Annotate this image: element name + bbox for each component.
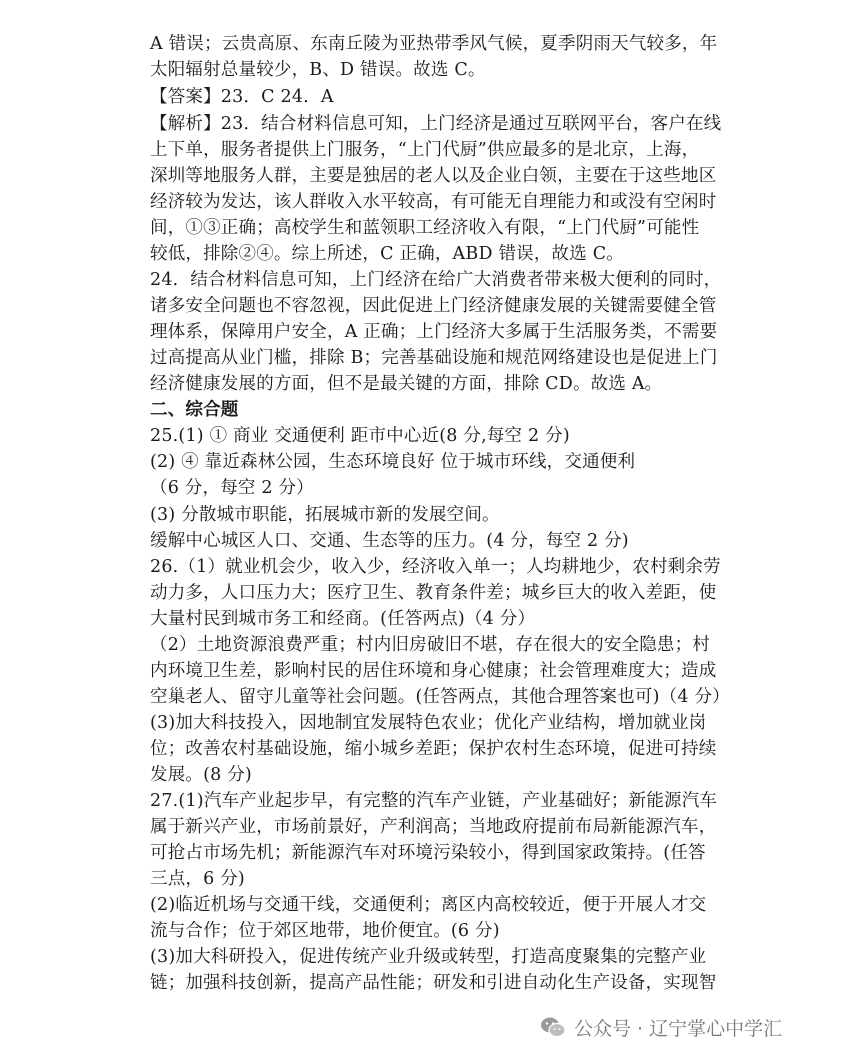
text-line: 空巢老人、留守儿童等社会问题。(任答两点，其他合理答案也可)（4 分） xyxy=(150,687,730,707)
text-line: （2）土地资源浪费严重；村内旧房破旧不堪，存在很大的安全隐患；村 xyxy=(150,635,711,655)
text-line: 三点，6 分) xyxy=(150,869,245,889)
text-line: 链；加强科技创新，提高产品性能；研发和引进自动化生产设备，实现智 xyxy=(150,973,717,993)
text-line: 发展。(8 分) xyxy=(150,765,252,785)
text-line: 较低，排除②④。综上所述，C 正确，ABD 错误，故选 C。 xyxy=(150,244,624,264)
text-line: 诸多安全问题也不容忽视，因此促进上门经济健康发展的关键需要健全管 xyxy=(150,296,717,316)
text-line: 可抢占市场先机；新能源汽车对环境污染较小，得到国家政策持。(任答 xyxy=(150,843,706,863)
text-line: 【解析】23．结合材料信息可知，上门经济是通过互联网平台，客户在线 xyxy=(150,114,722,134)
text-line: A 错误；云贵高原、东南丘陵为亚热带季风气候，夏季阴雨天气较多，年 xyxy=(150,34,718,54)
text-line: 位；改善农村基础设施，缩小城乡差距；保护农村生态环境，促进可持续 xyxy=(150,739,717,759)
text-line: 理体系，保障用户安全，A 正确；上门经济大多属于生活服务类，不需要 xyxy=(150,322,718,342)
text-line: （6 分，每空 2 分） xyxy=(150,478,314,498)
text-line: 缓解中心城区人口、交通、生态等的压力。(4 分，每空 2 分) xyxy=(150,531,629,551)
text-line: (3)加大科研投入，促进传统产业升级或转型，打造高度聚集的完整产业 xyxy=(150,947,707,967)
watermark-text: 公众号 · 辽宁掌心中学汇 xyxy=(574,1017,783,1040)
text-line: 上下单，服务者提供上门服务，“上门代厨”供应最多的是北京，上海， xyxy=(150,140,700,160)
watermark xyxy=(540,1010,782,1044)
text-line: 间，①③正确；高校学生和蓝领职工经济收入有限，“上门代厨”可能性 xyxy=(150,218,700,238)
text-line: 25.(1) ① 商业 交通便利 距市中心近(8 分,每空 2 分) xyxy=(150,426,570,446)
text-line: 属于新兴产业，市场前景好，产利润高；当地政府提前布局新能源汽车， xyxy=(150,817,717,837)
text-line: 经济健康发展的方面，但不是最关键的方面，排除 CD。故选 A。 xyxy=(150,374,663,394)
answer-line: 【答案】23．C 24．A xyxy=(150,87,334,107)
text-line: 太阳辐射总量较少，B、D 错误。故选 C。 xyxy=(150,60,486,80)
text-line: (3)加大科技投入，因地制宜发展特色农业；优化产业结构，增加就业岗 xyxy=(150,713,707,733)
section-heading: 二、综合题 xyxy=(150,400,239,420)
text-line: 深圳等地服务人群，主要是独居的老人以及企业白领，主要在于这些地区 xyxy=(150,166,717,186)
text-line: 27.(1)汽车产业起步早，有完整的汽车产业链，产业基础好；新能源汽车 xyxy=(150,791,718,811)
text-line: 26.（1）就业机会少，收入少，经济收入单一；人均耕地少，农村剩余劳 xyxy=(150,557,721,577)
text-line: (3) 分散城市职能，拓展城市新的发展空间。 xyxy=(150,505,500,525)
text-line: 动力多，人口压力大；医疗卫生、教育条件差；城乡巨大的收入差距，使 xyxy=(150,583,717,603)
text-line: 内环境卫生差，影响村民的居住环境和身心健康；社会管理难度大；造成 xyxy=(150,661,717,681)
text-line: 24．结合材料信息可知，上门经济在给广大消费者带来极大便利的同时， xyxy=(150,270,722,290)
text-line: 经济较为发达，该人群收入水平较高，有可能无自理能力和或没有空闲时 xyxy=(150,192,717,212)
text-line: (2)临近机场与交通干线，交通便利；离区内高校较近，便于开展人才交 xyxy=(150,895,707,915)
text-line: 过高提高从业门槛，排除 B；完善基础设施和规范网络建设也是促进上门 xyxy=(150,348,718,368)
wechat-icon xyxy=(540,1016,566,1038)
text-line: 大量村民到城市务工和经商。(任答两点)（4 分） xyxy=(150,609,536,629)
text-line: 流与合作；位于郊区地带，地价便宜。(6 分) xyxy=(150,921,500,941)
text-line: (2) ④ 靠近森林公园，生态环境良好 位于城市环线，交通便利 xyxy=(150,452,636,472)
